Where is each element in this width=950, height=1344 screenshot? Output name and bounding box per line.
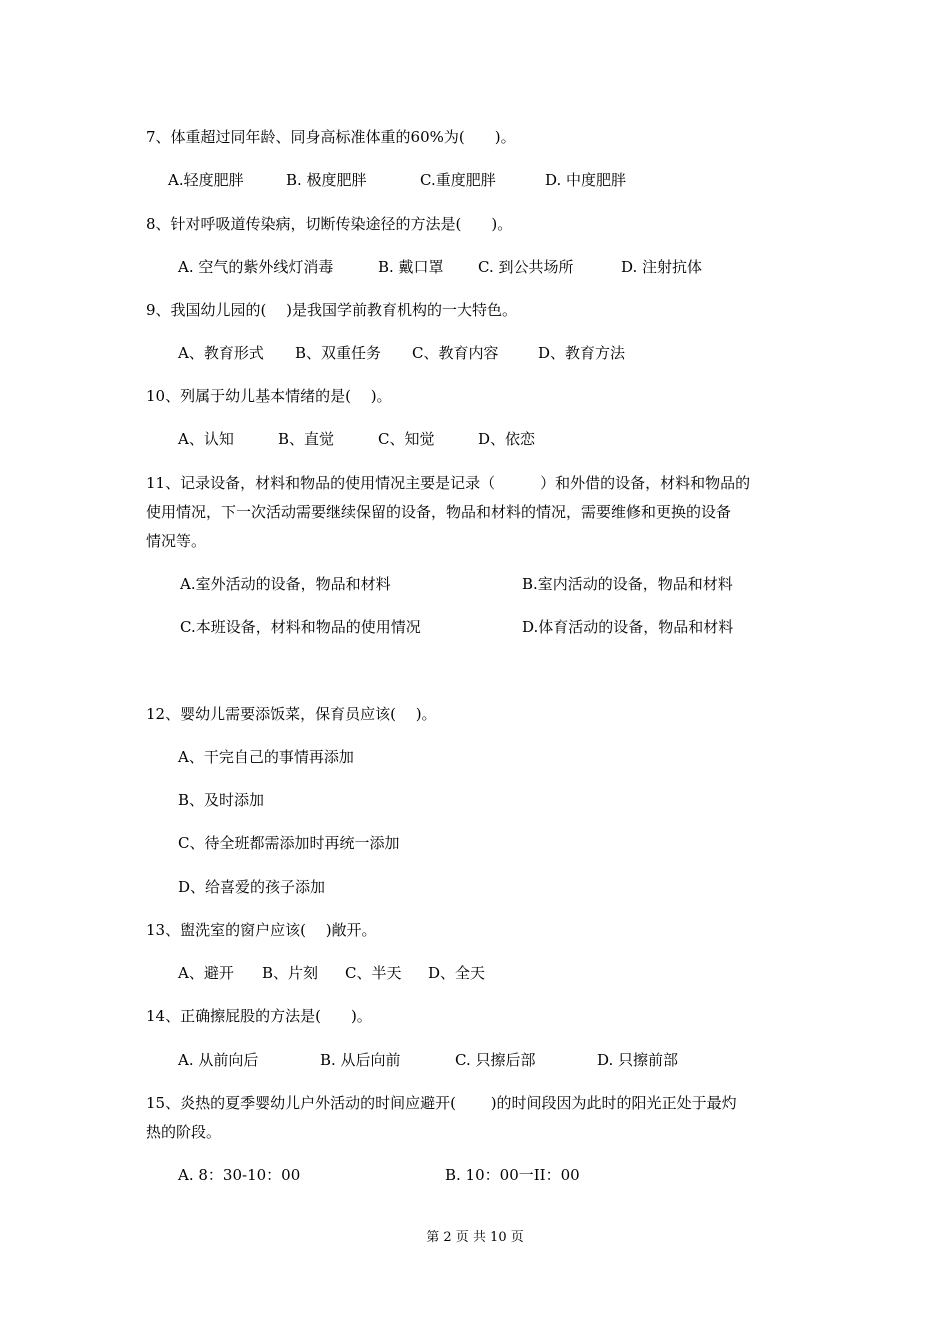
option-14a: A. 从前向后 [178, 1051, 259, 1069]
option-9b: B、双重任务 [295, 344, 382, 362]
option-7d: D. 中度肥胖 [545, 171, 627, 189]
option-11d: D.体育活动的设备，物品和材料 [522, 618, 734, 636]
question-13: 13、盥洗室的窗户应该( )敞开。 [146, 921, 377, 939]
page-footer: 第 2 页 共 10 页 [426, 1230, 524, 1245]
option-11b: B.室内活动的设备，物品和材料 [522, 575, 733, 593]
option-12c: C、待全班都需添加时再统一添加 [178, 834, 400, 852]
option-7c: C.重度肥胖 [420, 171, 496, 189]
option-15a: A. 8：30-10：00 [178, 1166, 301, 1184]
option-9c: C、教育内容 [412, 344, 499, 362]
question-7: 7、体重超过同年龄、同身高标准体重的60%为( )。 [146, 128, 516, 146]
option-13d: D、全天 [428, 964, 486, 982]
option-13b: B、片刻 [262, 964, 319, 982]
option-13a: A、避开 [178, 964, 234, 982]
option-12a: A、干完自己的事情再添加 [178, 748, 354, 766]
option-12d: D、给喜爱的孩子添加 [178, 878, 326, 896]
option-7b: B. 极度肥胖 [286, 171, 367, 189]
question-11-line-3: 情况等。 [146, 532, 207, 550]
option-11c: C.本班设备，材料和物品的使用情况 [180, 618, 421, 636]
option-8b: B. 戴口罩 [378, 258, 444, 276]
question-9: 9、我国幼儿园的( )是我国学前教育机构的一大特色。 [146, 301, 518, 319]
option-7a: A.轻度肥胖 [168, 171, 244, 189]
option-15b: B. 10：00一II：00 [445, 1166, 580, 1184]
option-9d: D、教育方法 [538, 344, 626, 362]
option-10b: B、直觉 [278, 430, 335, 448]
option-10d: D、依恋 [478, 430, 536, 448]
question-11-line-1: 11、记录设备，材料和物品的使用情况主要是记录（ ）和外借的设备，材料和物品的 [146, 474, 751, 492]
option-8d: D. 注射抗体 [621, 258, 703, 276]
question-8: 8、针对呼吸道传染病，切断传染途径的方法是( )。 [146, 215, 513, 233]
option-8c: C. 到公共场所 [478, 258, 574, 276]
option-12b: B、及时添加 [178, 791, 265, 809]
option-14c: C. 只擦后部 [455, 1051, 536, 1069]
option-11a: A.室外活动的设备，物品和材料 [180, 575, 391, 593]
option-13c: C、半天 [345, 964, 402, 982]
option-10c: C、知觉 [378, 430, 435, 448]
question-12: 12、婴幼儿需要添饭菜，保育员应该( )。 [146, 705, 437, 723]
question-11-line-2: 使用情况，下一次活动需要继续保留的设备，物品和材料的情况，需要维修和更换的设备 [146, 503, 732, 521]
option-9a: A、教育形式 [178, 344, 264, 362]
option-10a: A、认知 [178, 430, 234, 448]
question-14: 14、正确擦屁股的方法是( )。 [146, 1007, 372, 1025]
option-8a: A. 空气的紫外线灯消毒 [178, 258, 334, 276]
question-10: 10、列属于幼儿基本情绪的是( )。 [146, 387, 392, 405]
question-15-line-2: 热的阶段。 [146, 1123, 222, 1141]
option-14b: B. 从后向前 [320, 1051, 401, 1069]
question-15-line-1: 15、炎热的夏季婴幼儿户外活动的时间应避开( )的时间段因为此时的阳光正处于最灼 [146, 1094, 737, 1112]
option-14d: D. 只擦前部 [597, 1051, 679, 1069]
